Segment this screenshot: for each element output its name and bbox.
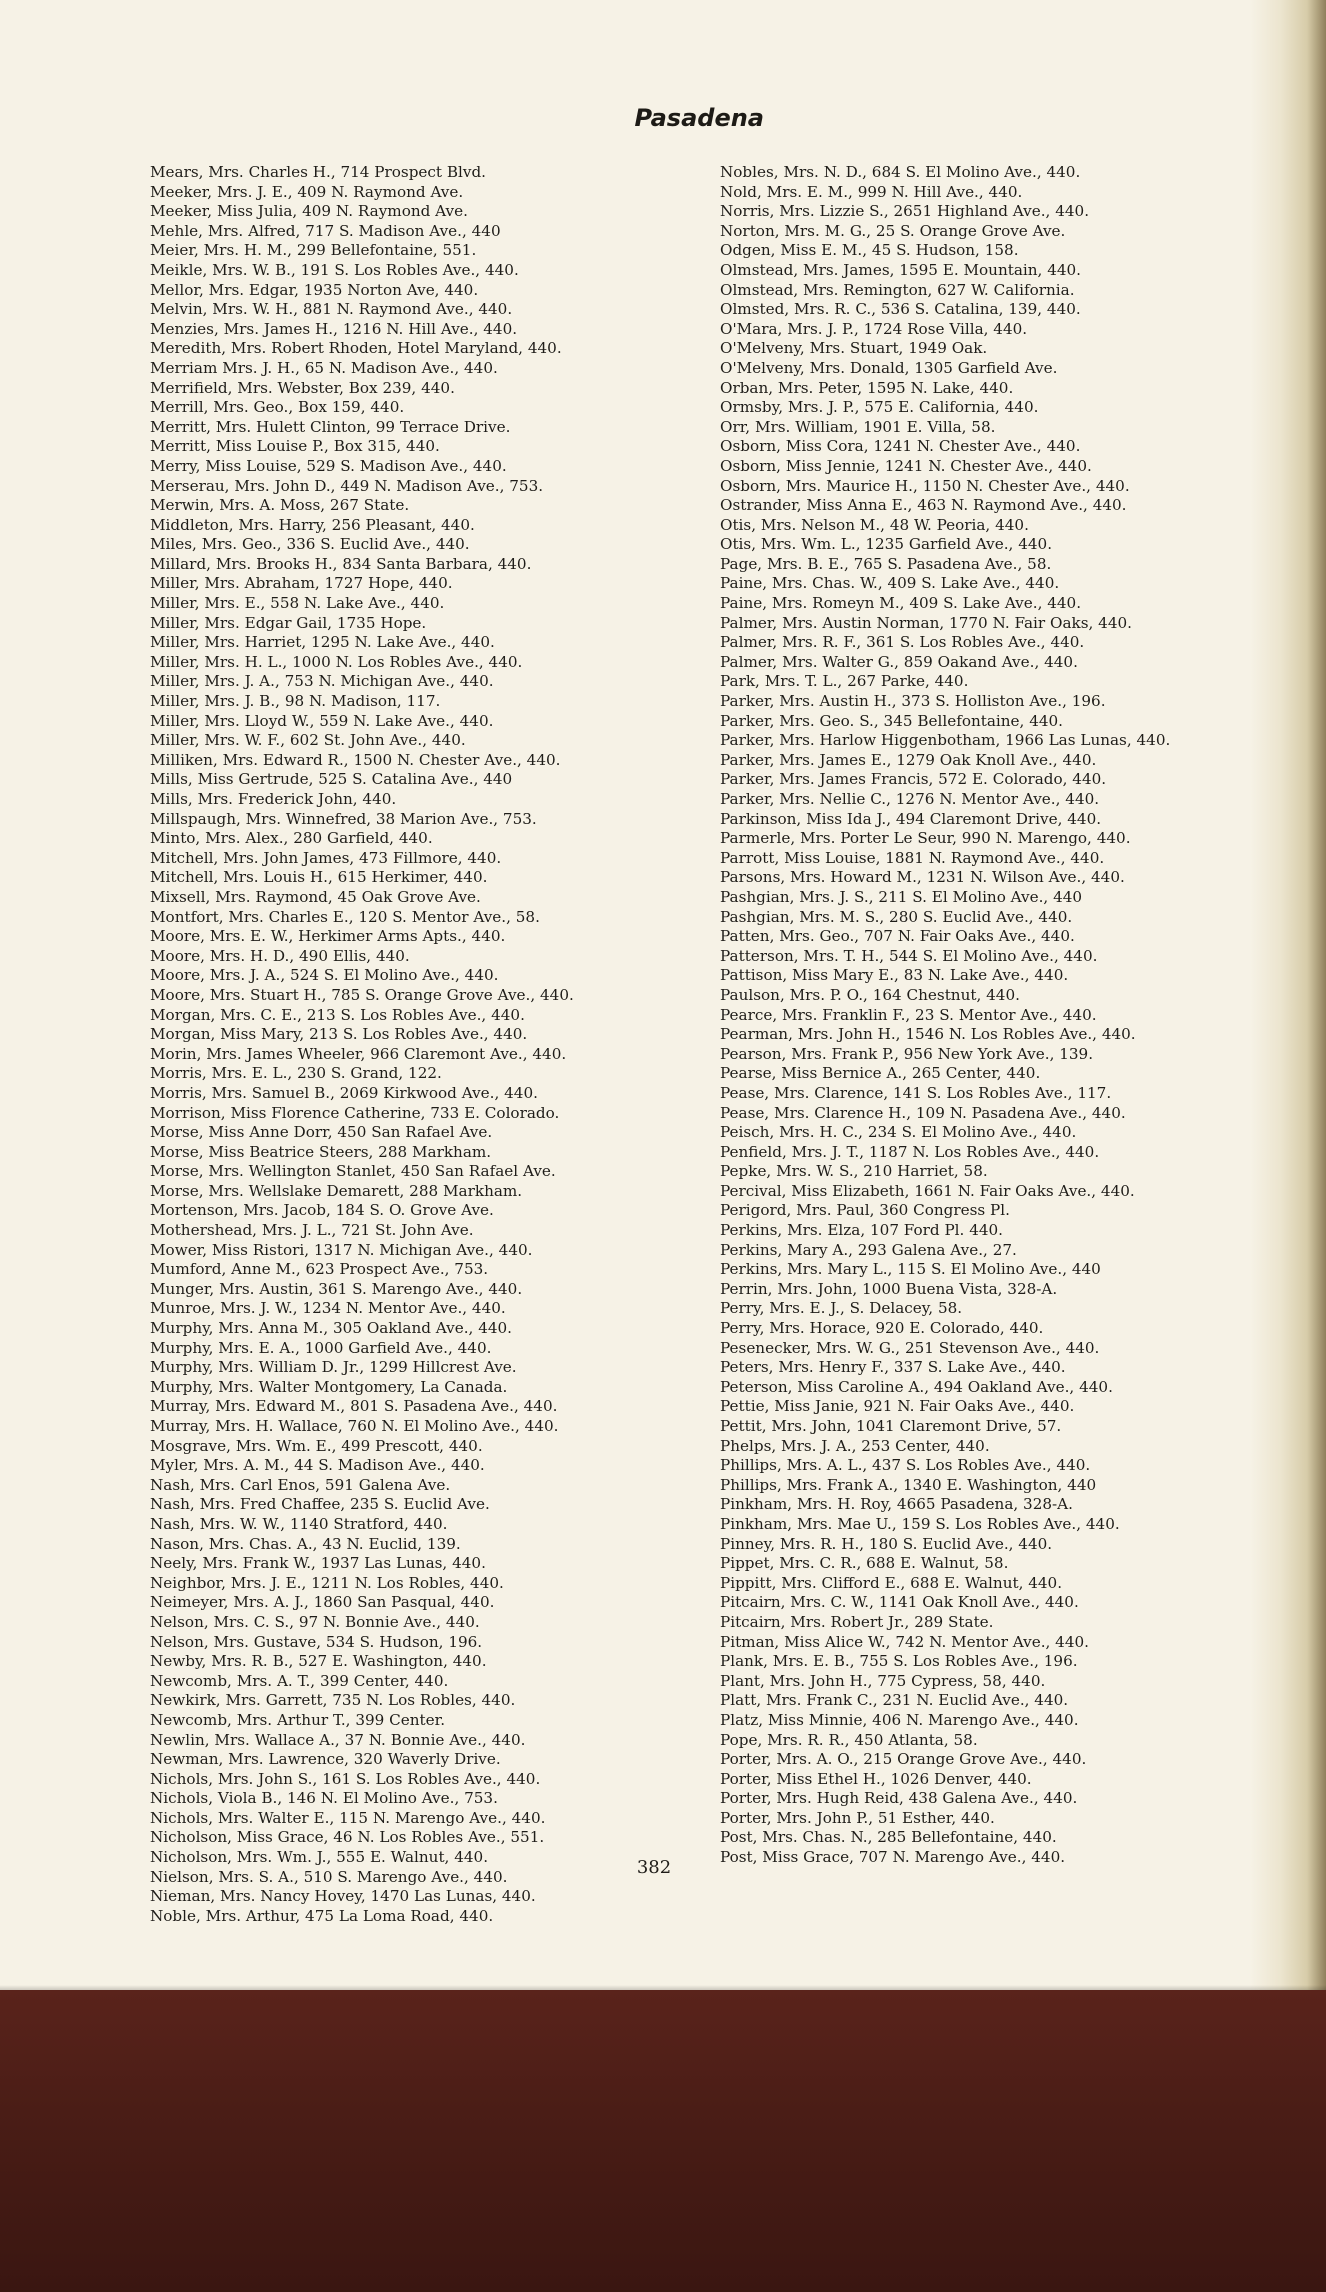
directory-entry: Newcomb, Mrs. Arthur T., 399 Center. (150, 1710, 446, 1729)
directory-entry: Pettit, Mrs. John, 1041 Claremont Drive, 57. (720, 1417, 1062, 1435)
page-header: Pasadena (634, 104, 764, 132)
directory-entry: Orr, Mrs. William, 1901 E. Villa, 58. (720, 417, 996, 436)
directory-entry: Merritt, Miss Louise P., Box 315, 440. (150, 437, 440, 456)
directory-entry: Pearce, Mrs. Franklin F., 23 S. Mentor Ave., 440. (720, 1005, 1097, 1024)
directory-entry: Norris, Mrs. Lizzie S., 2651 Highland Ave., 440. (720, 202, 1090, 221)
directory-entry: Neely, Mrs. Frank W., 1937 Las Lunas, 440. (150, 1554, 486, 1573)
directory-entry: Murphy, Mrs. William D. Jr., 1299 Hillcrest Ave. (150, 1358, 517, 1377)
directory-entry: Mitchell, Mrs. John James, 473 Fillmore, 440. (150, 848, 502, 867)
directory-entry: Olmstead, Mrs. Remington, 627 W. California. (720, 280, 1075, 299)
directory-entry: Neighbor, Mrs. J. E., 1211 N. Los Robles, 440. (150, 1573, 504, 1592)
directory-entry: Pearman, Mrs. John H., 1546 N. Los Robles Ave., 440. (720, 1025, 1136, 1044)
directory-entry: Miller, Mrs. Lloyd W., 559 N. Lake Ave., 440. (150, 711, 494, 730)
directory-entry: Miller, Mrs. Edgar Gail, 1735 Hope. (150, 613, 427, 632)
directory-entry: Mellor, Mrs. Edgar, 1935 Norton Ave, 440. (150, 280, 479, 299)
directory-entry: Perigord, Mrs. Paul, 360 Congress Pl. (720, 1201, 1010, 1220)
directory-entry: Morse, Mrs. Wellslake Demarett, 288 Markham. (150, 1181, 523, 1200)
directory-entry: Miller, Mrs. H. L., 1000 N. Los Robles Ave., 440. (150, 652, 523, 671)
directory-entry: Miles, Mrs. Geo., 336 S. Euclid Ave., 440. (150, 535, 470, 554)
directory-entry: Mothershead, Mrs. J. L., 721 St. John Ave. (150, 1221, 474, 1240)
directory-entry: Murray, Mrs. H. Wallace, 760 N. El Molino Ave., 440. (150, 1417, 559, 1435)
directory-entry: Melvin, Mrs. W. H., 881 N. Raymond Ave., 440. (150, 300, 513, 319)
directory-entry: Mitchell, Mrs. Louis H., 615 Herkimer, 440. (150, 868, 488, 887)
directory-entry: Pashgian, Mrs. M. S., 280 S. Euclid Ave., 440. (720, 907, 1073, 926)
directory-entry: Osborn, Mrs. Maurice H., 1150 N. Chester Ave., 440. (720, 476, 1130, 495)
directory-entry: Mehle, Mrs. Alfred, 717 S. Madison Ave., 440 (150, 221, 501, 240)
directory-entry: Phelps, Mrs. J. A., 253 Center, 440. (720, 1436, 990, 1455)
directory-entry: Pattison, Miss Mary E., 83 N. Lake Ave., 440. (720, 966, 1069, 985)
directory-entry: Nold, Mrs. E. M., 999 N. Hill Ave., 440. (720, 182, 1023, 201)
directory-entry: Post, Miss Grace, 707 N. Marengo Ave., 440. (720, 1848, 1066, 1867)
directory-entry: Newkirk, Mrs. Garrett, 735 N. Los Robles, 440. (150, 1691, 516, 1710)
directory-entry: Porter, Mrs. John P., 51 Esther, 440. (720, 1808, 995, 1827)
directory-entry: Olmstead, Mrs. James, 1595 E. Mountain, 440. (720, 260, 1082, 279)
directory-entry: Pettie, Miss Janie, 921 N. Fair Oaks Ave., 440. (720, 1397, 1075, 1416)
directory-entry: Nash, Mrs. W. W., 1140 Stratford, 440. (150, 1514, 448, 1533)
directory-entry: Minto, Mrs. Alex., 280 Garfield, 440. (150, 829, 433, 848)
directory-entry: Nash, Mrs. Carl Enos, 591 Galena Ave. (150, 1475, 451, 1494)
directory-entry: Odgen, Miss E. M., 45 S. Hudson, 158. (720, 241, 1019, 260)
directory-entry: Meier, Mrs. H. M., 299 Bellefontaine, 551. (150, 241, 477, 260)
directory-entry: Pearse, Miss Bernice A., 265 Center, 440. (720, 1064, 1041, 1083)
directory-entry: Murphy, Mrs. E. A., 1000 Garfield Ave., 440. (150, 1338, 492, 1357)
directory-entry: Palmer, Mrs. Walter G., 859 Oakand Ave., 440. (720, 652, 1078, 671)
directory-entry: Penfield, Mrs. J. T., 1187 N. Los Robles Ave., 440. (720, 1142, 1100, 1161)
directory-entry: Phillips, Mrs. Frank A., 1340 E. Washington, 440 (720, 1475, 1097, 1494)
directory-entry: Merriam Mrs. J. H., 65 N. Madison Ave., 440. (150, 358, 498, 377)
page-number: 382 (636, 1857, 672, 1878)
directory-entry: Paine, Mrs. Romeyn M., 409 S. Lake Ave., 440. (720, 594, 1082, 613)
directory-entry: Miller, Mrs. J. A., 753 N. Michigan Ave., 440. (150, 672, 494, 691)
directory-entry: O'Mara, Mrs. J. P., 1724 Rose Villa, 440. (720, 319, 1028, 338)
directory-entry: Park, Mrs. T. L., 267 Parke, 440. (720, 672, 969, 691)
directory-entry: Parsons, Mrs. Howard M., 1231 N. Wilson Ave., 440. (720, 868, 1125, 887)
directory-entry: Mosgrave, Mrs. Wm. E., 499 Prescott, 440. (150, 1436, 483, 1455)
directory-entry: Pepke, Mrs. W. S., 210 Harriet, 58. (720, 1162, 988, 1181)
directory-entry: Middleton, Mrs. Harry, 256 Pleasant, 440. (150, 515, 475, 534)
directory-entry: Peisch, Mrs. H. C., 234 S. El Molino Ave., 440. (720, 1123, 1077, 1142)
directory-entry: Plank, Mrs. E. B., 755 S. Los Robles Ave., 196. (720, 1652, 1078, 1671)
directory-entry: Newlin, Mrs. Wallace A., 37 N. Bonnie Ave., 440. (150, 1730, 526, 1749)
directory-entry: Moore, Mrs. E. W., Herkimer Arms Apts., 440. (150, 927, 506, 946)
directory-entry: Morris, Mrs. Samuel B., 2069 Kirkwood Ave., 440. (150, 1083, 538, 1102)
directory-entry: Pease, Mrs. Clarence H., 109 N. Pasadena Ave., 440. (720, 1103, 1126, 1122)
directory-entry: Nielson, Mrs. S. A., 510 S. Marengo Ave., 440. (150, 1867, 508, 1886)
directory-entry: Miller, Mrs. J. B., 98 N. Madison, 117. (150, 692, 441, 711)
directory-entry: Mixsell, Mrs. Raymond, 45 Oak Grove Ave. (150, 887, 481, 906)
directory-entry: Menzies, Mrs. James H., 1216 N. Hill Ave., 440. (150, 319, 518, 338)
directory-entry: Parkinson, Miss Ida J., 494 Claremont Drive, 440. (720, 809, 1102, 828)
directory-entry: Patten, Mrs. Geo., 707 N. Fair Oaks Ave., 440. (720, 927, 1075, 946)
directory-entry: Pearson, Mrs. Frank P., 956 New York Ave., 139. (720, 1044, 1094, 1063)
directory-entry: O'Melveny, Mrs. Stuart, 1949 Oak. (720, 339, 988, 358)
directory-entry: Nieman, Mrs. Nancy Hovey, 1470 Las Lunas, 440. (150, 1887, 536, 1906)
directory-entry: Ormsby, Mrs. J. P., 575 E. California, 440. (720, 398, 1039, 417)
directory-entry: Peterson, Miss Caroline A., 494 Oakland Ave., 440. (720, 1377, 1113, 1396)
directory-entry: Pinkham, Mrs. Mae U., 159 S. Los Robles Ave., 440. (720, 1514, 1120, 1533)
directory-entry: Pease, Mrs. Clarence, 141 S. Los Robles Ave., 117. (720, 1083, 1112, 1102)
directory-entry: Pippet, Mrs. C. R., 688 E. Walnut, 58. (720, 1554, 1009, 1573)
directory-entry: Pitcairn, Mrs. C. W., 1141 Oak Knoll Ave., 440. (720, 1593, 1079, 1612)
directory-entry: Millspaugh, Mrs. Winnefred, 38 Marion Ave., 753. (150, 809, 537, 828)
directory-entry: Morris, Mrs. E. L., 230 S. Grand, 122. (150, 1064, 442, 1083)
directory-entry: Morse, Miss Beatrice Steers, 288 Markham. (150, 1142, 492, 1161)
directory-entry: Otis, Mrs. Nelson M., 48 W. Peoria, 440. (720, 515, 1029, 534)
directory-entry: Pesenecker, Mrs. W. G., 251 Stevenson Ave., 440. (720, 1338, 1100, 1357)
directory-entry: Meeker, Mrs. J. E., 409 N. Raymond Ave. (150, 182, 464, 201)
directory-entry: Merritt, Mrs. Hulett Clinton, 99 Terrace Drive. (150, 417, 511, 436)
directory-entry: Pope, Mrs. R. R., 450 Atlanta, 58. (720, 1730, 978, 1749)
directory-entry: Meeker, Miss Julia, 409 N. Raymond Ave. (150, 202, 468, 221)
background-cloth (0, 1990, 1326, 2292)
directory-entry: Meikle, Mrs. W. B., 191 S. Los Robles Ave., 440. (150, 260, 519, 279)
directory-entry: Nichols, Mrs. John S., 161 S. Los Robles Ave., 440. (150, 1769, 541, 1788)
directory-entry: Murphy, Mrs. Walter Montgomery, La Canada. (150, 1377, 508, 1396)
directory-entry: Perrin, Mrs. John, 1000 Buena Vista, 328-A. (720, 1279, 1058, 1298)
directory-entry: Moore, Mrs. J. A., 524 S. El Molino Ave., 440. (150, 966, 499, 985)
directory-entry: Mills, Mrs. Frederick John, 440. (150, 790, 397, 808)
directory-entry: Miller, Mrs. E., 558 N. Lake Ave., 440. (150, 594, 445, 613)
directory-entry: Mower, Miss Ristori, 1317 N. Michigan Ave., 440. (150, 1240, 533, 1259)
directory-entry: Merry, Miss Louise, 529 S. Madison Ave., 440. (150, 456, 507, 475)
directory-entry: Nelson, Mrs. Gustave, 534 S. Hudson, 196. (150, 1632, 483, 1651)
directory-entry: Porter, Mrs. A. O., 215 Orange Grove Ave., 440. (720, 1750, 1087, 1769)
directory-entry: Olmsted, Mrs. R. C., 536 S. Catalina, 139, 440. (720, 300, 1081, 319)
directory-entry: Pashgian, Mrs. J. S., 211 S. El Molino Ave., 440 (720, 887, 1083, 906)
directory-entry: Nichols, Mrs. Walter E., 115 N. Marengo Ave., 440. (150, 1808, 546, 1827)
directory-entry: Parrott, Miss Louise, 1881 N. Raymond Ave., 440. (720, 848, 1105, 867)
directory-entry: Paulson, Mrs. P. O., 164 Chestnut, 440. (720, 985, 1020, 1004)
directory-entry: Pitcairn, Mrs. Robert Jr., 289 State. (720, 1612, 994, 1631)
right-column (720, 163, 1265, 1868)
directory-entry: Pitman, Miss Alice W., 742 N. Mentor Ave., 440. (720, 1632, 1089, 1651)
directory-entry: O'Melveny, Mrs. Donald, 1305 Garfield Ave. (720, 358, 1058, 377)
directory-entry: Myler, Mrs. A. M., 44 S. Madison Ave., 440. (150, 1456, 485, 1475)
directory-entry: Parker, Mrs. James E., 1279 Oak Knoll Ave., 440. (720, 750, 1097, 769)
directory-entry: Nobles, Mrs. N. D., 684 S. El Molino Ave., 440. (720, 163, 1081, 181)
directory-entry: Munger, Mrs. Austin, 361 S. Marengo Ave., 440. (150, 1279, 523, 1298)
directory-entry: Montfort, Mrs. Charles E., 120 S. Mentor Ave., 58. (150, 907, 540, 926)
directory-entry: Post, Mrs. Chas. N., 285 Bellefontaine, 440. (720, 1828, 1057, 1847)
directory-entry: Perry, Mrs. Horace, 920 E. Colorado, 440. (720, 1319, 1044, 1338)
directory-entry: Pinkham, Mrs. H. Roy, 4665 Pasadena, 328-A. (720, 1495, 1073, 1514)
directory-entry: Percival, Miss Elizabeth, 1661 N. Fair Oaks Ave., 440. (720, 1181, 1135, 1200)
directory-entry: Merrifield, Mrs. Webster, Box 239, 440. (150, 378, 455, 397)
directory-entry: Meredith, Mrs. Robert Rhoden, Hotel Maryland, 440. (150, 339, 562, 358)
directory-entry: Perry, Mrs. E. J., S. Delacey, 58. (720, 1299, 963, 1318)
directory-entry: Noble, Mrs. Arthur, 475 La Loma Road, 440. (150, 1906, 494, 1925)
directory-entry: Munroe, Mrs. J. W., 1234 N. Mentor Ave., 440. (150, 1299, 506, 1318)
directory-entry: Patterson, Mrs. T. H., 544 S. El Molino Ave., 440. (720, 946, 1098, 965)
directory-entry: Newcomb, Mrs. A. T., 399 Center, 440. (150, 1671, 449, 1690)
directory-entry: Miller, Mrs. Abraham, 1727 Hope, 440. (150, 574, 453, 593)
directory-entry: Murphy, Mrs. Anna M., 305 Oakland Ave., 440. (150, 1319, 513, 1338)
directory-entry: Peters, Mrs. Henry F., 337 S. Lake Ave., 440. (720, 1358, 1066, 1377)
left-column (150, 163, 690, 1926)
directory-entry: Millard, Mrs. Brooks H., 834 Santa Barbara, 440. (150, 554, 532, 573)
directory-entry: Otis, Mrs. Wm. L., 1235 Garfield Ave., 440. (720, 535, 1053, 554)
directory-entry: Morgan, Miss Mary, 213 S. Los Robles Ave., 440. (150, 1025, 528, 1044)
directory-entry: Neimeyer, Mrs. A. J., 1860 San Pasqual, 440. (150, 1593, 495, 1612)
directory-entry: Morse, Mrs. Wellington Stanlet, 450 San Rafael Ave. (150, 1162, 556, 1181)
directory-entry: Merserau, Mrs. John D., 449 N. Madison Ave., 753. (150, 476, 544, 495)
directory-entry: Perkins, Mrs. Elza, 107 Ford Pl. 440. (720, 1221, 1004, 1240)
directory-entry: Parker, Mrs. Harlow Higgenbotham, 1966 Las Lunas, 440. (720, 731, 1171, 750)
directory-entry: Murray, Mrs. Edward M., 801 S. Pasadena Ave., 440. (150, 1397, 558, 1416)
directory-entry: Parker, Mrs. James Francis, 572 E. Colorado, 440. (720, 770, 1107, 789)
directory-entry: Parker, Mrs. Austin H., 373 S. Holliston Ave., 196. (720, 692, 1106, 711)
directory-entry: Morgan, Mrs. C. E., 213 S. Los Robles Ave., 440. (150, 1005, 525, 1024)
directory-entry: Morrison, Miss Florence Catherine, 733 E. Colorado. (150, 1103, 560, 1122)
directory-entry: Orban, Mrs. Peter, 1595 N. Lake, 440. (720, 378, 1014, 397)
directory-entry: Merwin, Mrs. A. Moss, 267 State. (150, 496, 410, 515)
directory-entry: Parker, Mrs. Nellie C., 1276 N. Mentor Ave., 440. (720, 790, 1100, 808)
directory-entry: Mears, Mrs. Charles H., 714 Prospect Blvd. (150, 163, 487, 181)
directory-entry: Nash, Mrs. Fred Chaffee, 235 S. Euclid Ave. (150, 1495, 490, 1514)
directory-entry: Parmerle, Mrs. Porter Le Seur, 990 N. Marengo, 440. (720, 829, 1131, 848)
directory-entry: Palmer, Mrs. Austin Norman, 1770 N. Fair Oaks, 440. (720, 613, 1132, 632)
directory-entry: Newby, Mrs. R. B., 527 E. Washington, 440. (150, 1652, 487, 1671)
directory-entry: Morin, Mrs. James Wheeler, 966 Claremont Ave., 440. (150, 1044, 567, 1063)
directory-entry: Plant, Mrs. John H., 775 Cypress, 58, 440. (720, 1671, 1046, 1690)
directory-entry: Osborn, Miss Cora, 1241 N. Chester Ave., 440. (720, 437, 1081, 456)
directory-entry: Miller, Mrs. Harriet, 1295 N. Lake Ave., 440. (150, 633, 495, 652)
directory-entry: Moore, Mrs. H. D., 490 Ellis, 440. (150, 946, 410, 965)
directory-entry: Palmer, Mrs. R. F., 361 S. Los Robles Ave., 440. (720, 633, 1085, 652)
directory-entry: Pippitt, Mrs. Clifford E., 688 E. Walnut, 440. (720, 1573, 1063, 1592)
directory-entry: Platt, Mrs. Frank C., 231 N. Euclid Ave., 440. (720, 1691, 1069, 1710)
directory-entry: Newman, Mrs. Lawrence, 320 Waverly Drive. (150, 1750, 501, 1769)
directory-entry: Mumford, Anne M., 623 Prospect Ave., 753. (150, 1260, 489, 1279)
directory-entry: Osborn, Miss Jennie, 1241 N. Chester Ave., 440. (720, 456, 1092, 475)
directory-entry: Nicholson, Mrs. Wm. J., 555 E. Walnut, 440. (150, 1848, 489, 1867)
directory-entry: Nicholson, Miss Grace, 46 N. Los Robles Ave., 551. (150, 1828, 545, 1847)
directory-entry: Ostrander, Miss Anna E., 463 N. Raymond Ave., 440. (720, 496, 1127, 515)
directory-entry: Morse, Miss Anne Dorr, 450 San Rafael Ave. (150, 1123, 493, 1142)
directory-entry: Page, Mrs. B. E., 765 S. Pasadena Ave., 58. (720, 554, 1052, 573)
directory-entry: Porter, Mrs. Hugh Reid, 438 Galena Ave., 440. (720, 1789, 1078, 1808)
directory-entry: Nason, Mrs. Chas. A., 43 N. Euclid, 139. (150, 1534, 461, 1553)
directory-entry: Merrill, Mrs. Geo., Box 159, 440. (150, 398, 405, 417)
directory-entry: Norton, Mrs. M. G., 25 S. Orange Grove Ave. (720, 221, 1066, 240)
directory-entry: Milliken, Mrs. Edward R., 1500 N. Chester Ave., 440. (150, 750, 561, 769)
directory-entry: Parker, Mrs. Geo. S., 345 Bellefontaine, 440. (720, 711, 1064, 730)
directory-entry: Mortenson, Mrs. Jacob, 184 S. O. Grove Ave. (150, 1201, 494, 1220)
directory-entry: Mills, Miss Gertrude, 525 S. Catalina Ave., 440 (150, 770, 513, 789)
directory-entry: Nichols, Viola B., 146 N. El Molino Ave., 753. (150, 1789, 498, 1808)
directory-entry: Platz, Miss Minnie, 406 N. Marengo Ave., 440. (720, 1710, 1079, 1729)
directory-entry: Pinney, Mrs. R. H., 180 S. Euclid Ave., 440. (720, 1534, 1053, 1553)
directory-entry: Perkins, Mary A., 293 Galena Ave., 27. (720, 1240, 1017, 1259)
directory-entry: Phillips, Mrs. A. L., 437 S. Los Robles Ave., 440. (720, 1456, 1091, 1475)
directory-entry: Paine, Mrs. Chas. W., 409 S. Lake Ave., 440. (720, 574, 1060, 593)
directory-entry: Perkins, Mrs. Mary L., 115 S. El Molino Ave., 440 (720, 1260, 1101, 1279)
directory-entry: Nelson, Mrs. C. S., 97 N. Bonnie Ave., 440. (150, 1612, 480, 1631)
directory-entry: Miller, Mrs. W. F., 602 St. John Ave., 440. (150, 731, 466, 750)
directory-entry: Moore, Mrs. Stuart H., 785 S. Orange Grove Ave., 440. (150, 985, 574, 1004)
directory-entry: Porter, Miss Ethel H., 1026 Denver, 440. (720, 1769, 1032, 1788)
